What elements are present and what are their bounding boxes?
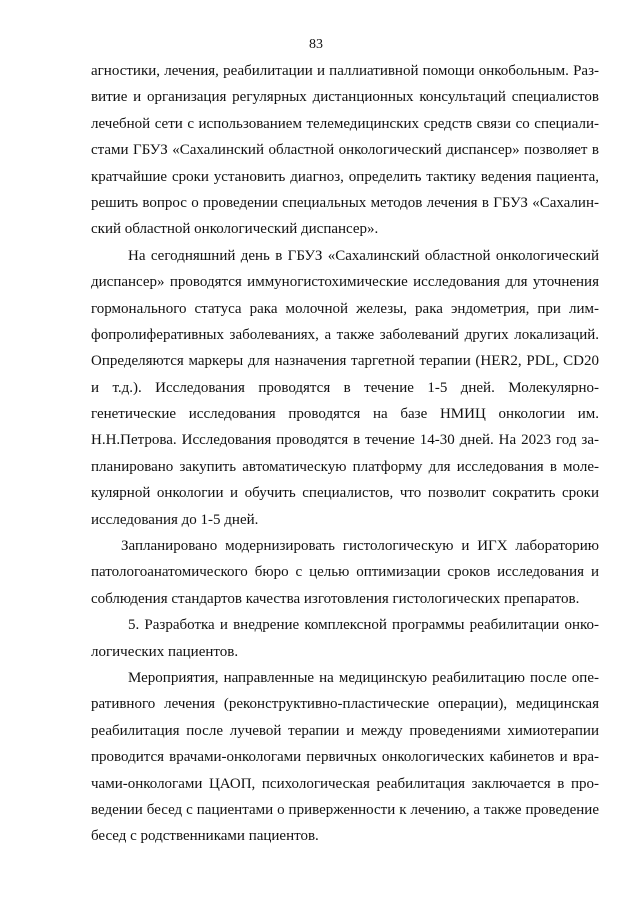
paragraph-immunohistochemistry: [91, 243, 599, 533]
text-line: соблюдения стандартов качества изготовления гистологических препаратов.: [91, 590, 580, 607]
text-line: кратчайшие сроки установить диагноз, определить тактику ведения пациента,: [91, 168, 599, 185]
text-line: проводится врачами-онкологами первичных онкологических кабинетов и вра-: [91, 749, 599, 766]
text-line: На сегодняшний день в ГБУЗ «Сахалинский областной онкологический: [128, 247, 599, 264]
text-line: планировано закупить автоматическую платформу для исследования в моле-: [91, 458, 599, 475]
paragraph-laboratory-modernization: [91, 533, 599, 612]
text-line: Мероприятия, направленные на медицинскую реабилитацию после опе-: [128, 669, 599, 686]
section-heading-rehabilitation: [91, 612, 599, 665]
text-line: лечебной сети с использованием телемедицинских средств связи со специали-: [91, 115, 599, 132]
text-line: решить вопрос о проведении специальных методов лечения в ГБУЗ «Сахалин-: [91, 194, 599, 211]
text-line: Н.Н.Петрова. Исследования проводятся в течение 14-30 дней. На 2023 год за-: [91, 432, 599, 449]
text-line: фопролиферативных заболеваниях, а также заболеваний других локализаций.: [91, 326, 599, 343]
text-line: гормонального статуса рака молочной железы, рака эндометрия, при лим-: [91, 300, 599, 317]
text-line: логических пациентов.: [91, 643, 239, 660]
body-text: [91, 58, 599, 850]
text-line: витие и организация регулярных дистанционных консультаций специалистов: [91, 89, 599, 106]
text-line: ский областной онкологический диспансер».: [91, 221, 379, 238]
text-line: диспансер» проводятся иммуногистохимические исследования для уточнения: [91, 274, 599, 291]
text-line: Определяются маркеры для назначения таргетной терапии (HER2, PDL, CD20: [91, 353, 599, 370]
paragraph-rehabilitation-measures: [91, 665, 599, 850]
page-number: 83: [309, 37, 323, 52]
text-line: патологоанатомического бюро с целью оптимизации сроков исследования и: [91, 564, 599, 581]
text-line: исследования до 1-5 дней.: [91, 511, 259, 528]
text-line: Запланировано модернизировать гистологическую и ИГХ лабораторию: [121, 538, 599, 555]
text-line: реабилитация после лучевой терапии и между проведениями химиотерапии: [91, 722, 599, 739]
text-line: бесед с родственниками пациентов.: [91, 828, 319, 845]
text-line: ведении бесед с пациентами о приверженности к лечению, а также проведение: [91, 801, 599, 818]
text-line: генетические исследования проводятся на базе НМИЦ онкологии им.: [91, 406, 599, 423]
text-line: и т.д.). Исследования проводятся в течение 1-5 дней. Молекулярно-: [91, 379, 599, 396]
text-line: 5. Разработка и внедрение комплексной программы реабилитации онко-: [128, 617, 599, 634]
text-line: ративного лечения (реконструктивно-пластические операции), медицинская: [91, 696, 599, 713]
text-line: агностики, лечения, реабилитации и паллиативной помощи онкобольным. Раз-: [91, 63, 599, 79]
text-line: кулярной онкологии и обучить специалистов, что позволит сократить сроки: [91, 485, 599, 502]
text-line: стами ГБУЗ «Сахалинский областной онкологический диспансер» позволяет в: [91, 142, 599, 159]
text-line: чами-онкологами ЦАОП, психологическая реабилитация заключается в про-: [91, 775, 599, 792]
paragraph-diagnostics: [91, 58, 599, 243]
